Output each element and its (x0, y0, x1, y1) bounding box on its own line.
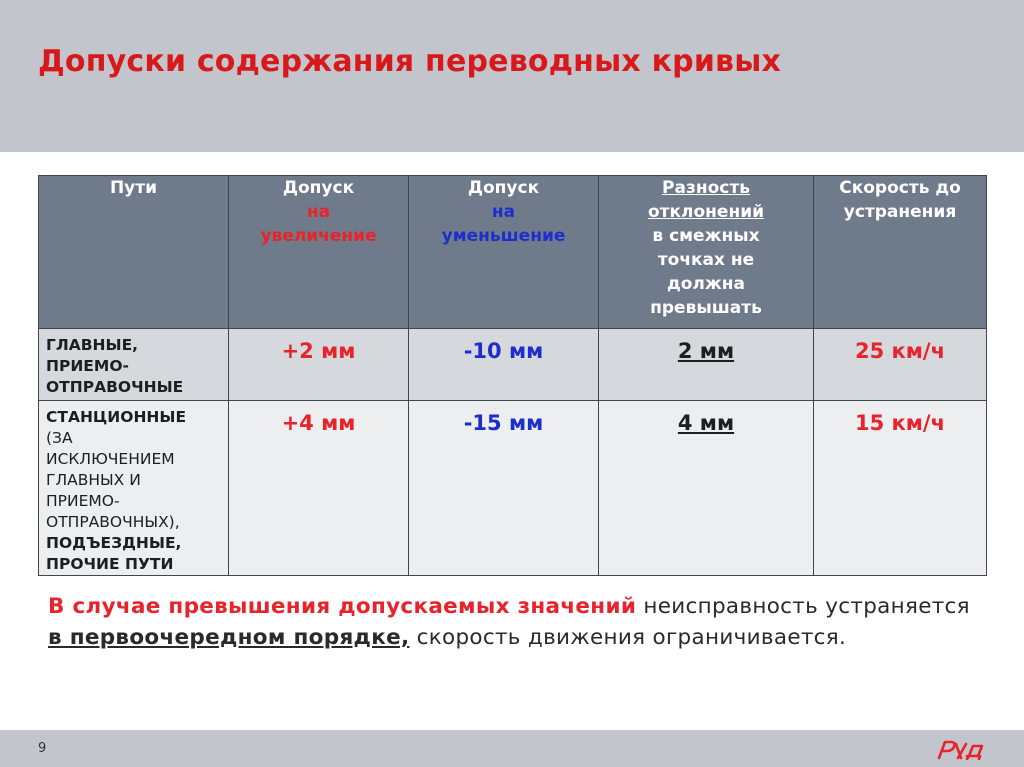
header-tracks: Пути (39, 176, 229, 329)
note-priority: в первоочередном порядке, (48, 625, 410, 650)
increase-cell: +4 мм (229, 401, 409, 576)
decrease-cell: -15 мм (409, 401, 599, 576)
speed-cell: 15 км/ч (814, 401, 987, 576)
table-row (39, 401, 987, 576)
note-text: неисправность устраняется (636, 594, 970, 619)
row-tracks-cell: ГЛАВНЫЕ, ПРИЕМО- ОТПРАВОЧНЫЕ (39, 329, 229, 401)
note-paragraph (48, 591, 988, 653)
row-tracks-cell: СТАНЦИОННЫЕ (ЗА ИСКЛЮЧЕНИЕМ ГЛАВНЫХ И ПРИЕМО- ОТПРАВОЧНЫХ), ПОДЪЕЗДНЫЕ, ПРОЧИЕ ПУТИ (39, 401, 229, 576)
header-increase-tolerance: Допуск на увеличение (229, 176, 409, 329)
header-decrease-tolerance: Допуск на уменьшение (409, 176, 599, 329)
table-header-row (39, 176, 987, 329)
slide-title: Допуски содержания переводных кривых (38, 44, 782, 79)
table-row (39, 329, 987, 401)
rzd-logo-icon (936, 738, 988, 760)
tolerance-table (38, 175, 987, 576)
page-number: 9 (38, 741, 47, 756)
header-difference: Разность отклонений в смежных точках не должна превышать (599, 176, 814, 329)
footer-band (0, 730, 1024, 767)
difference-cell: 4 мм (599, 401, 814, 576)
increase-cell: +2 мм (229, 329, 409, 401)
note-text-end: скорость движения ограничивается. (409, 625, 847, 650)
header-band (0, 0, 1024, 152)
note-emphasis: В случае превышения допускаемых значений (48, 594, 637, 619)
speed-cell: 25 км/ч (814, 329, 987, 401)
header-speed: Скорость до устранения (814, 176, 987, 329)
decrease-cell: -10 мм (409, 329, 599, 401)
difference-cell: 2 мм (599, 329, 814, 401)
